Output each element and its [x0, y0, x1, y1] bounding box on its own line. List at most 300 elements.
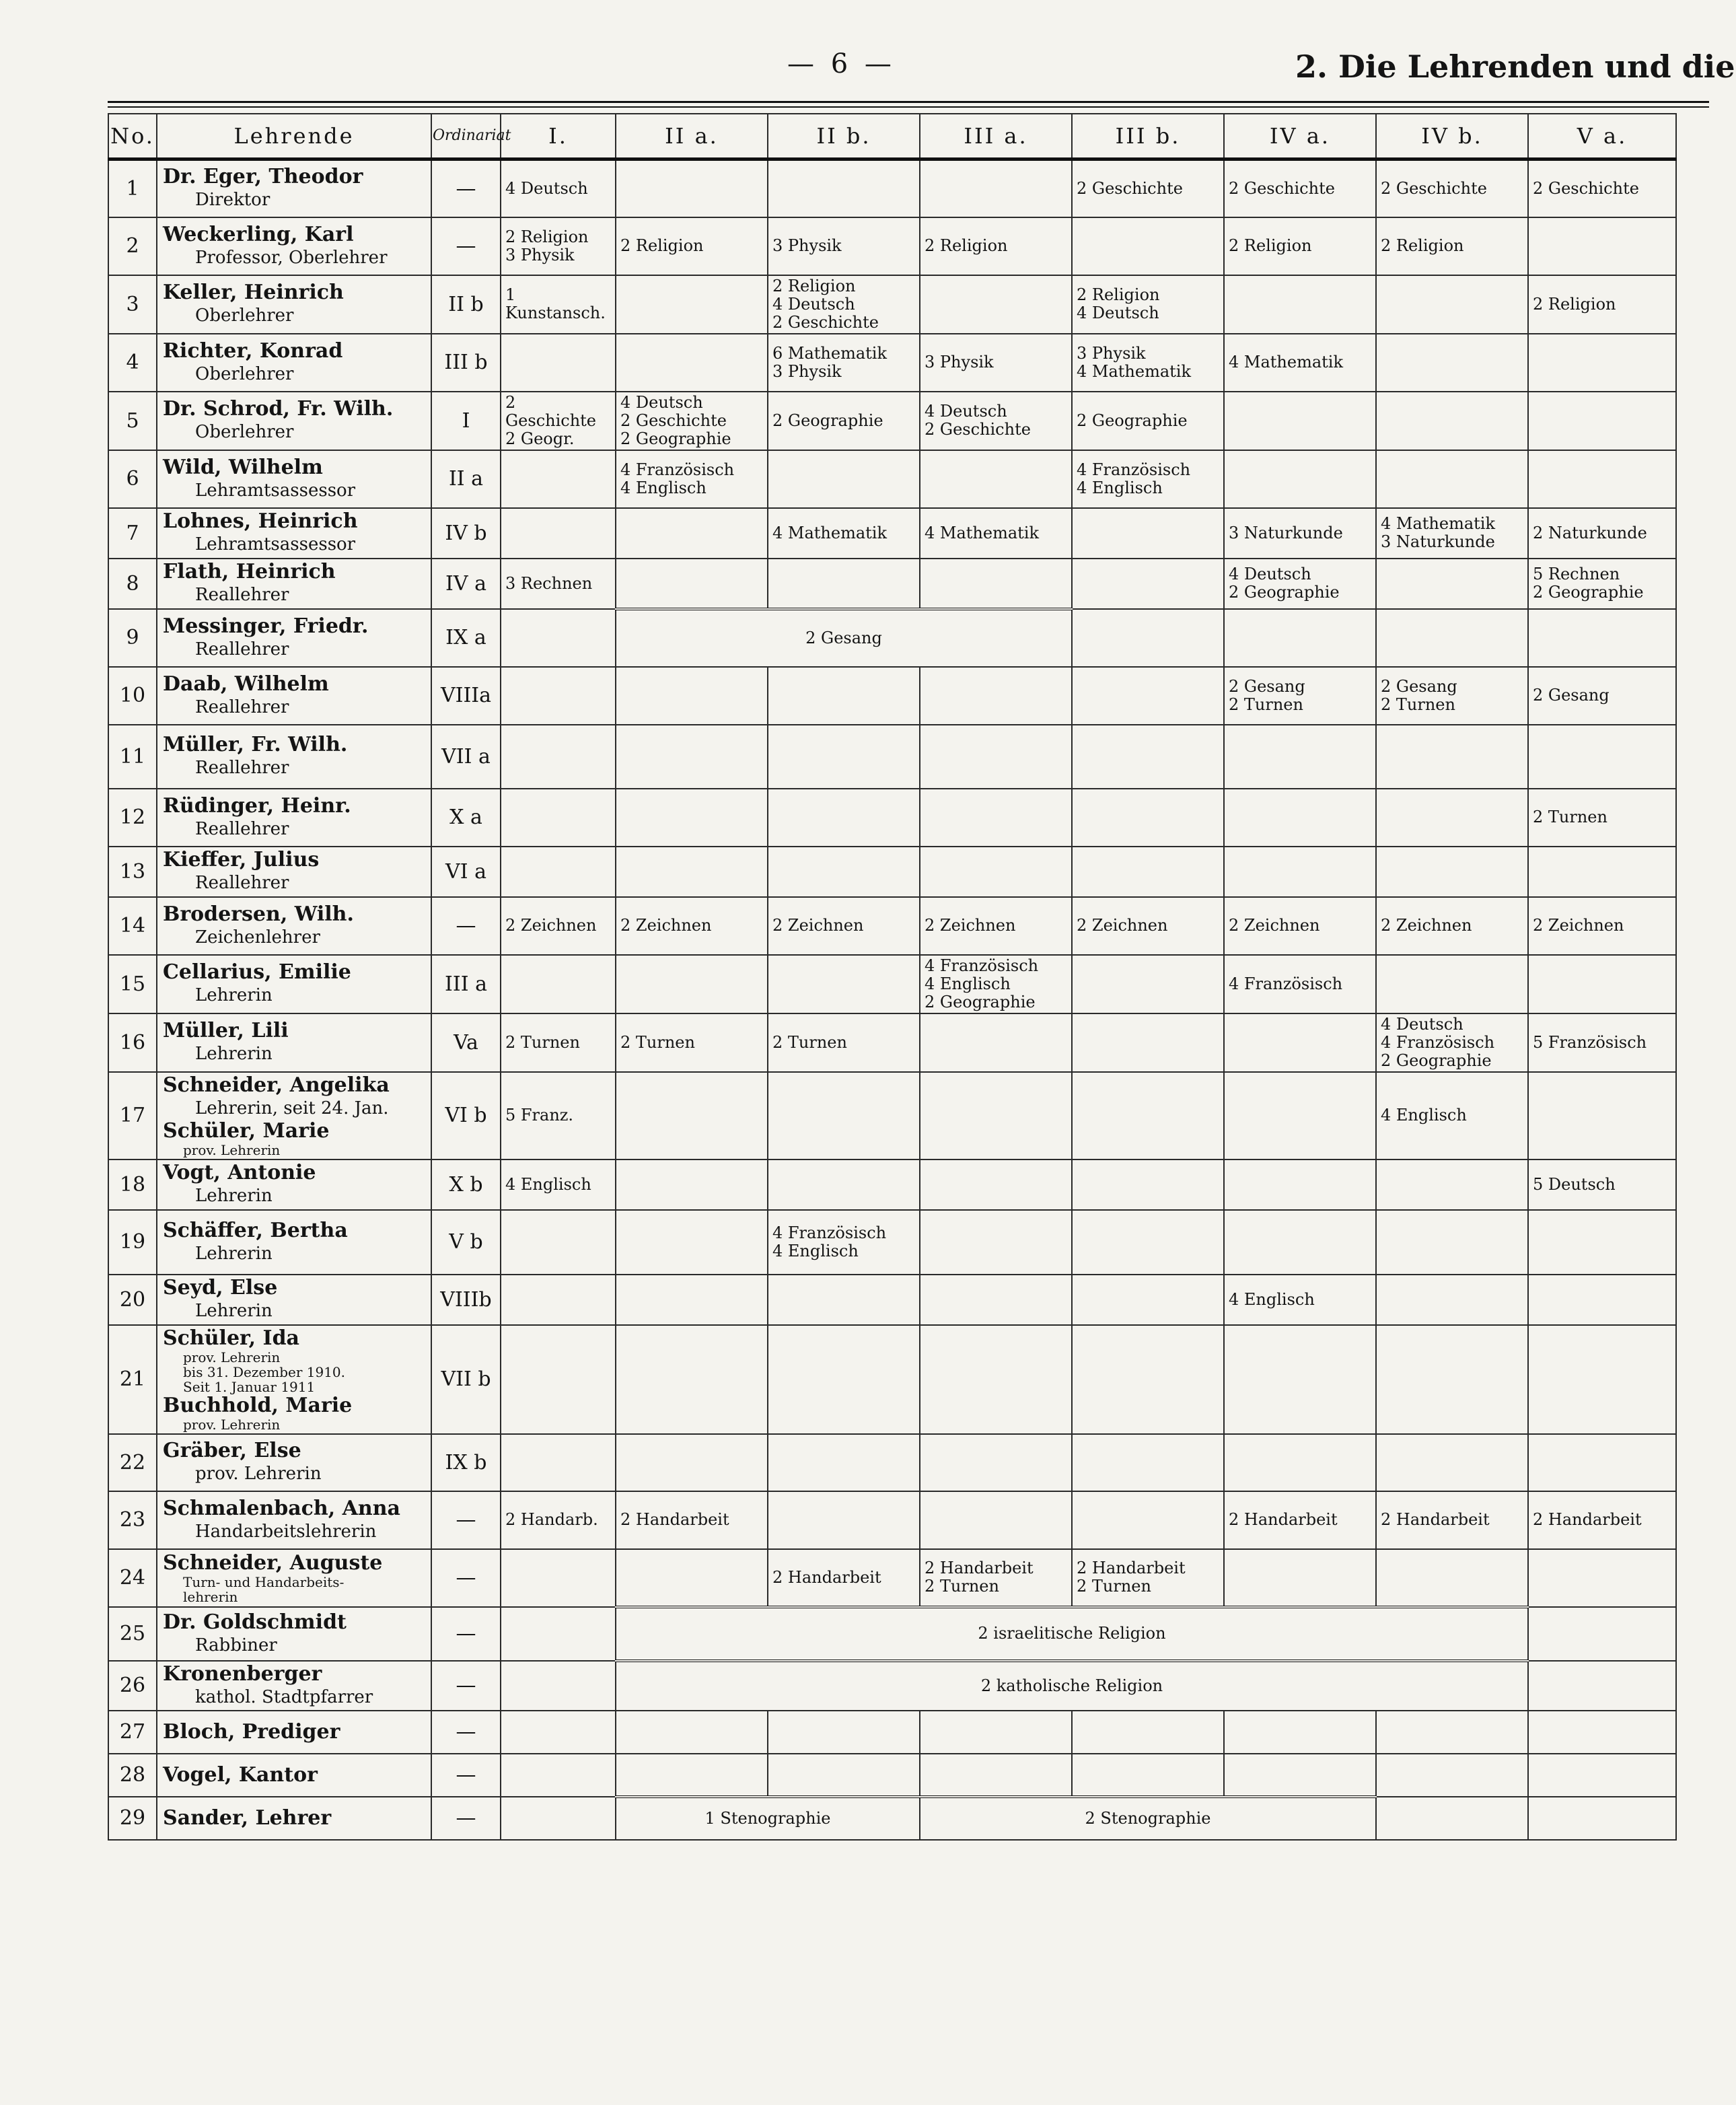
teacher-name: Vogel, Kantor [163, 1762, 318, 1787]
subject-cell-class-iva [1224, 1210, 1376, 1275]
teacher-name: Schäffer, Bertha [163, 1218, 348, 1242]
row-number: 12 [108, 789, 157, 847]
subject-cell-class-va: 2 Geschichte [1528, 159, 1676, 217]
row-number: 23 [108, 1491, 157, 1549]
subject-cell-class-iiia [920, 1434, 1072, 1491]
teacher-title: Lehramtsassessor [195, 534, 356, 555]
subject-cell-class-iia [616, 159, 768, 217]
subject-cell-class-iib [768, 559, 920, 609]
subject-cell-class-ivb [1376, 1797, 1528, 1840]
teacher-name: Schneider, Auguste [163, 1550, 383, 1575]
subject-cell-class-i [501, 1754, 616, 1797]
subject-cell-class-va: 5 Rechnen 2 Geographie [1528, 559, 1676, 609]
table-row [108, 1491, 1676, 1549]
subject-cell-class-ivb [1376, 1711, 1528, 1754]
teacher-cell [157, 1210, 431, 1275]
teacher-name: Müller, Lili [163, 1019, 289, 1042]
subject-cell-class-iiib [1072, 1754, 1224, 1797]
subject-cell-class-i [501, 1210, 616, 1275]
row-number: 20 [108, 1275, 157, 1325]
subject-cell-class-va [1528, 1754, 1676, 1797]
subject-cell-class-ivb [1376, 1434, 1528, 1491]
teacher-name: Messinger, Friedr. [163, 614, 369, 638]
subject-cell-class-iva [1224, 1013, 1376, 1072]
teacher-name: Cellarius, Emilie [163, 960, 351, 984]
subject-cell-class-i [501, 955, 616, 1013]
subject-cell-class-va: 2 Religion [1528, 275, 1676, 334]
teacher-name: Keller, Heinrich [163, 281, 344, 304]
page-number: — 6 — [787, 48, 896, 79]
teacher-cell [157, 392, 431, 450]
teacher-name: Wild, Wilhelm [163, 455, 323, 479]
row-number: 18 [108, 1159, 157, 1210]
subject-cell-class-iia: 4 Französisch 4 Englisch [616, 450, 768, 508]
subject-cell-class-iib [768, 1275, 920, 1325]
subject-cell-class-iib: 3 Physik [768, 217, 920, 275]
subject-cell-class-i [501, 1797, 616, 1840]
subject-cell-class-iva [1224, 725, 1376, 789]
subject-cell-class-va [1528, 1434, 1676, 1491]
teacher-name: Daab, Wilhelm [163, 672, 329, 696]
subject-cell-class-iiia [920, 1072, 1072, 1159]
teacher-title: Reallehrer [195, 585, 289, 605]
teacher-cell [157, 1013, 431, 1072]
teacher-name: Richter, Konrad [163, 338, 343, 363]
subject-cell-class-iia: 2 Religion [616, 217, 768, 275]
subject-cell-class-iva: 2 Zeichnen [1224, 897, 1376, 955]
teacher-cell [157, 1754, 431, 1797]
subject-cell-class-iva [1224, 1549, 1376, 1607]
subject-cell-class-iiia: 3 Physik [920, 334, 1072, 392]
subject-cell-class-i [501, 725, 616, 789]
subject-cell-class-i [501, 789, 616, 847]
subject-cell-class-iva [1224, 847, 1376, 897]
subject-cell-class-i: 2 Handarb. [501, 1491, 616, 1549]
subject-cell-class-iva [1224, 789, 1376, 847]
subject-cell-class-iva: 4 Englisch [1224, 1275, 1376, 1325]
teacher-cell [157, 334, 431, 392]
subject-cell-class-ivb: 2 Zeichnen [1376, 897, 1528, 955]
subject-cell-class-iib [768, 159, 920, 217]
row-number: 22 [108, 1434, 157, 1491]
subject-cell-class-iiia [920, 159, 1072, 217]
rule-top [108, 101, 1709, 103]
ordinariat-cell: II a [431, 450, 501, 508]
subject-cell-class-iiia [920, 1491, 1072, 1549]
subject-cell-class-iia [616, 1711, 768, 1754]
subject-cell-class-iiia [920, 450, 1072, 508]
subject-cell-class-iiia [920, 1210, 1072, 1275]
table-row [108, 1661, 1676, 1711]
subject-cell-class-iva [1224, 1159, 1376, 1210]
subject-cell-class-ivb: 4 Mathematik 3 Naturkunde [1376, 508, 1528, 559]
subject-cell-class-iia [616, 1275, 768, 1325]
subject-cell-class-ivb [1376, 609, 1528, 667]
ordinariat-cell: VIIIa [431, 667, 501, 725]
subject-cell-class-i: 1 Kunstansch. [501, 275, 616, 334]
subject-cell-class-iiib: 3 Physik 4 Mathematik [1072, 334, 1224, 392]
teacher-title: Lehrerin [195, 1243, 273, 1264]
subject-cell-class-ivb [1376, 1549, 1528, 1607]
subject-cell-class-iib: 2 Handarbeit [768, 1549, 920, 1607]
teacher-cell [157, 450, 431, 508]
ordinariat-cell: III a [431, 955, 501, 1013]
subject-cell-class-iiib [1072, 559, 1224, 609]
subject-cell-class-i: 4 Englisch [501, 1159, 616, 1210]
row-number: 8 [108, 559, 157, 609]
subject-cell-class-iib [768, 1072, 920, 1159]
subject-cell-class-iiib [1072, 1491, 1224, 1549]
ordinariat-cell: — [431, 159, 501, 217]
subject-cell-class-iiia: 2 katholische Religion [616, 1661, 1528, 1711]
subject-cell-class-i: 3 Rechnen [501, 559, 616, 609]
subject-cell-class-iiib [1072, 667, 1224, 725]
subject-cell-class-iib [768, 789, 920, 847]
subject-cell-class-ivb: 4 Englisch [1376, 1072, 1528, 1159]
col-header-teacher: Lehrende [157, 114, 431, 159]
subject-cell-class-va: 5 Französisch [1528, 1013, 1676, 1072]
teacher-cell [157, 609, 431, 667]
subject-cell-class-iia [616, 667, 768, 725]
subject-cell-class-ivb [1376, 559, 1528, 609]
table-row [108, 955, 1676, 1013]
row-number: 21 [108, 1325, 157, 1434]
subject-cell-class-iib [768, 450, 920, 508]
subject-cell-class-i: 2 Religion 3 Physik [501, 217, 616, 275]
subject-cell-class-ivb: 4 Deutsch 4 Französisch 2 Geographie [1376, 1013, 1528, 1072]
subject-cell-class-iib: 2 Geographie [768, 392, 920, 450]
subject-cell-class-iib [768, 1325, 920, 1434]
subject-cell-class-ivb: 2 Gesang 2 Turnen [1376, 667, 1528, 725]
teacher-name: Schüler, Ida [163, 1326, 299, 1350]
subject-cell-class-va [1528, 1325, 1676, 1434]
table-row [108, 1210, 1676, 1275]
subject-cell-class-i [501, 609, 616, 667]
subject-cell-class-iva [1224, 1754, 1376, 1797]
subject-cell-class-va [1528, 217, 1676, 275]
subject-cell-class-iiib: 2 Handarbeit 2 Turnen [1072, 1549, 1224, 1607]
teacher-title: Lehrerin, seit 24. Jan. [195, 1098, 389, 1118]
ordinariat-cell: V b [431, 1210, 501, 1275]
subject-cell-class-iia [616, 1754, 768, 1797]
subject-cell-class-ivb [1376, 275, 1528, 334]
subject-cell-class-iiib: 2 Stenographie [920, 1797, 1376, 1840]
subject-cell-class-va [1528, 725, 1676, 789]
teacher-name-2: Buchhold, Marie [163, 1393, 353, 1417]
col-header-class-iiib: III b. [1072, 114, 1224, 159]
subject-cell-class-va [1528, 847, 1676, 897]
teacher-cell [157, 159, 431, 217]
subject-cell-class-iiia: 4 Deutsch 2 Geschichte [920, 392, 1072, 450]
teacher-title: Lehrerin [195, 1301, 273, 1321]
subject-cell-class-ivb [1376, 955, 1528, 1013]
subject-cell-class-iib [768, 1754, 920, 1797]
subject-cell-class-iva [1224, 609, 1376, 667]
subject-cell-class-va [1528, 1607, 1676, 1661]
subject-cell-class-iib: 2 Zeichnen [768, 897, 920, 955]
subject-cell-class-ivb: 2 Geschichte [1376, 159, 1528, 217]
subject-cell-class-va [1528, 450, 1676, 508]
col-header-class-ivb: IV b. [1376, 114, 1528, 159]
row-number: 3 [108, 275, 157, 334]
ordinariat-cell: X a [431, 789, 501, 847]
ordinariat-cell: IV b [431, 508, 501, 559]
teacher-name: Schneider, Angelika [163, 1073, 390, 1097]
subject-cell-class-i [501, 1607, 616, 1661]
table-row [108, 667, 1676, 725]
subject-cell-class-ivb [1376, 450, 1528, 508]
subject-cell-class-iva [1224, 1434, 1376, 1491]
table-row [108, 789, 1676, 847]
teacher-title: Lehrerin [195, 985, 273, 1005]
table-row [108, 1013, 1676, 1072]
subject-cell-class-ivb [1376, 392, 1528, 450]
subject-cell-class-i [501, 1275, 616, 1325]
subject-cell-class-iiia [920, 667, 1072, 725]
subject-cell-class-i [501, 334, 616, 392]
table-row [108, 392, 1676, 450]
teacher-cell [157, 725, 431, 789]
row-number: 26 [108, 1661, 157, 1711]
subject-cell-class-iia [616, 1325, 768, 1434]
teacher-title: Oberlehrer [195, 363, 294, 384]
subject-cell-class-iia [616, 847, 768, 897]
table-row [108, 1325, 1676, 1434]
subject-cell-class-iiib: 2 Zeichnen [1072, 897, 1224, 955]
rule-top-2 [108, 106, 1709, 108]
subject-cell-class-iiia [920, 789, 1072, 847]
ordinariat-cell: — [431, 1711, 501, 1754]
subject-cell-class-va [1528, 955, 1676, 1013]
subject-cell-class-ivb [1376, 1325, 1528, 1434]
teacher-cell [157, 275, 431, 334]
teacher-title: Lehrerin [195, 1044, 273, 1064]
subject-cell-class-iiib [1072, 1434, 1224, 1491]
row-number: 16 [108, 1013, 157, 1072]
subject-cell-class-iva: 4 Französisch [1224, 955, 1376, 1013]
teacher-name: Rüdinger, Heinr. [163, 793, 351, 818]
subject-cell-class-va: 5 Deutsch [1528, 1159, 1676, 1210]
table-row [108, 559, 1676, 609]
teacher-title: Professor, Oberlehrer [195, 247, 388, 268]
subject-cell-class-iiia [920, 847, 1072, 897]
ordinariat-cell: X b [431, 1159, 501, 1210]
row-number: 14 [108, 897, 157, 955]
table-row [108, 725, 1676, 789]
subject-cell-class-iiib [1072, 1325, 1224, 1434]
subject-cell-class-iva [1224, 1711, 1376, 1754]
subject-cell-class-iia: 2 Handarbeit [616, 1491, 768, 1549]
ordinariat-cell: VII a [431, 725, 501, 789]
teacher-cell [157, 1159, 431, 1210]
teacher-title: Turn- und Handarbeits- lehrerin [183, 1573, 345, 1605]
subject-cell-class-iiib: 2 Religion 4 Deutsch [1072, 275, 1224, 334]
ordinariat-cell: VI a [431, 847, 501, 897]
ordinariat-cell: — [431, 1491, 501, 1549]
subject-cell-class-iiib [1072, 217, 1224, 275]
teacher-name: Kieffer, Julius [163, 848, 320, 871]
teacher-cell [157, 1607, 431, 1661]
row-number: 19 [108, 1210, 157, 1275]
teacher-title: Oberlehrer [195, 306, 294, 326]
subject-cell-class-i [501, 508, 616, 559]
teacher-cell [157, 847, 431, 897]
teacher-cell [157, 1549, 431, 1607]
subject-cell-class-iib: 2 Gesang [616, 609, 1072, 667]
subject-cell-class-iia: 2 Zeichnen [616, 897, 768, 955]
subject-cell-class-va [1528, 609, 1676, 667]
subject-cell-class-va: 2 Zeichnen [1528, 897, 1676, 955]
subject-cell-class-iva: 2 Gesang 2 Turnen [1224, 667, 1376, 725]
subject-cell-class-iiib [1072, 955, 1224, 1013]
table-row [108, 450, 1676, 508]
ordinariat-cell: — [431, 897, 501, 955]
col-header-class-iiia: III a. [920, 114, 1072, 159]
subject-cell-class-iiib [1072, 1072, 1224, 1159]
subject-cell-class-iiia [920, 1275, 1072, 1325]
section-title: 2. Die Lehrenden und die [1295, 48, 1735, 85]
teacher-cell [157, 667, 431, 725]
teacher-name: Sander, Lehrer [163, 1806, 332, 1830]
subject-cell-class-iiia [920, 725, 1072, 789]
teacher-title: Reallehrer [195, 697, 289, 717]
teacher-title: kathol. Stadtpfarrer [195, 1686, 373, 1707]
table-row [108, 1711, 1676, 1754]
teacher-title: Lehrerin [195, 1186, 273, 1206]
subject-cell-class-iva: 4 Deutsch 2 Geographie [1224, 559, 1376, 609]
subject-cell-class-i [501, 667, 616, 725]
row-number: 27 [108, 1711, 157, 1754]
subject-cell-class-va [1528, 1797, 1676, 1840]
table-row [108, 508, 1676, 559]
teacher-title: prov. Lehrerin [195, 1464, 322, 1484]
subject-cell-class-iib: 2 Religion 4 Deutsch 2 Geschichte [768, 275, 920, 334]
table-row [108, 159, 1676, 217]
subject-cell-class-iib [768, 1434, 920, 1491]
teacher-name: Brodersen, Wilh. [163, 902, 354, 926]
subject-cell-class-iia [616, 334, 768, 392]
teacher-name: Weckerling, Karl [163, 222, 354, 246]
row-number: 28 [108, 1754, 157, 1797]
subject-cell-class-i [501, 450, 616, 508]
subject-cell-class-iiia [920, 1754, 1072, 1797]
table-row [108, 1434, 1676, 1491]
teacher-name: Dr. Schrod, Fr. Wilh. [163, 397, 394, 421]
ordinariat-cell: — [431, 1549, 501, 1607]
subject-cell-class-iia [616, 275, 768, 334]
col-header-class-va: V a. [1528, 114, 1676, 159]
subject-cell-class-iiib [1072, 1711, 1224, 1754]
subject-cell-class-va [1528, 1072, 1676, 1159]
subject-cell-class-va [1528, 1210, 1676, 1275]
subject-cell-class-iiib: 2 Geschichte [1072, 159, 1224, 217]
ordinariat-cell: I [431, 392, 501, 450]
ordinariat-cell: VIIIb [431, 1275, 501, 1325]
subject-cell-class-ivb [1376, 789, 1528, 847]
subject-cell-class-ivb [1376, 725, 1528, 789]
row-number: 4 [108, 334, 157, 392]
ordinariat-cell: — [431, 1797, 501, 1840]
subject-cell-class-iib [768, 725, 920, 789]
row-number: 2 [108, 217, 157, 275]
subject-cell-class-iib [768, 847, 920, 897]
subject-cell-class-iia: 1 Stenographie [616, 1797, 920, 1840]
ordinariat-cell: IX b [431, 1434, 501, 1491]
subject-cell-class-iiib: 2 Geographie [1072, 392, 1224, 450]
subject-cell-class-va [1528, 1711, 1676, 1754]
row-number: 11 [108, 725, 157, 789]
teacher-name: Dr. Goldschmidt [163, 1610, 347, 1634]
subject-cell-class-iiib [1072, 725, 1224, 789]
teacher-title: Reallehrer [195, 818, 289, 839]
row-number: 10 [108, 667, 157, 725]
subject-cell-class-iib: 6 Mathematik 3 Physik [768, 334, 920, 392]
col-header-ordinariat: Ordinariat [431, 114, 501, 159]
subject-cell-class-iia [616, 955, 768, 1013]
subject-cell-class-iva: 2 Handarbeit [1224, 1491, 1376, 1549]
subject-cell-class-iva: 2 Geschichte [1224, 159, 1376, 217]
teacher-name: Seyd, Else [163, 1276, 278, 1299]
ordinariat-cell: VI b [431, 1072, 501, 1159]
subject-cell-class-iiia [920, 1159, 1072, 1210]
col-header-class-i: I. [501, 114, 616, 159]
row-number: 17 [108, 1072, 157, 1159]
subject-cell-class-iib [768, 1711, 920, 1754]
subject-cell-class-iia [616, 725, 768, 789]
row-number: 1 [108, 159, 157, 217]
subject-cell-class-ivb: 2 Religion [1376, 217, 1528, 275]
teacher-cell [157, 955, 431, 1013]
subject-cell-class-iiia: 2 Handarbeit 2 Turnen [920, 1549, 1072, 1607]
teacher-name: Vogt, Antonie [163, 1161, 316, 1184]
teacher-title: Rabbiner [195, 1635, 277, 1655]
teacher-title: Zeichenlehrer [195, 927, 320, 948]
table-row [108, 1607, 1676, 1661]
subject-cell-class-iiib [1072, 1159, 1224, 1210]
subject-cell-class-va [1528, 1275, 1676, 1325]
subject-cell-class-iva: 4 Mathematik [1224, 334, 1376, 392]
subject-cell-class-iib [768, 1491, 920, 1549]
table-row [108, 217, 1676, 275]
subject-cell-class-i: 2 Zeichnen [501, 897, 616, 955]
subject-cell-class-i: 2 Turnen [501, 1013, 616, 1072]
subject-cell-class-iiia [920, 275, 1072, 334]
subject-cell-class-iia [616, 508, 768, 559]
subject-cell-class-iiib [1072, 1275, 1224, 1325]
subject-cell-class-iiia [920, 1711, 1072, 1754]
teacher-name-2: Schüler, Marie [163, 1118, 330, 1143]
subject-cell-class-iia [616, 1072, 768, 1159]
ordinariat-cell: — [431, 1607, 501, 1661]
table-row [108, 1797, 1676, 1840]
subject-cell-class-va: 2 Turnen [1528, 789, 1676, 847]
subject-cell-class-iiia: 2 Religion [920, 217, 1072, 275]
teacher-name: Schmalenbach, Anna [163, 1496, 400, 1520]
row-number: 6 [108, 450, 157, 508]
table-row [108, 275, 1676, 334]
teacher-cell [157, 559, 431, 609]
table-row [108, 1275, 1676, 1325]
subject-cell-class-iib: 4 Französisch 4 Englisch [768, 1210, 920, 1275]
subject-cell-class-i: 4 Deutsch [501, 159, 616, 217]
subject-cell-class-iia [616, 1549, 768, 1607]
subject-cell-class-iva [1224, 275, 1376, 334]
col-header-class-iva: IV a. [1224, 114, 1376, 159]
table-row [108, 1072, 1676, 1159]
teacher-name: Lohnes, Heinrich [163, 509, 358, 533]
table-row [108, 334, 1676, 392]
teacher-cell [157, 1325, 431, 1434]
